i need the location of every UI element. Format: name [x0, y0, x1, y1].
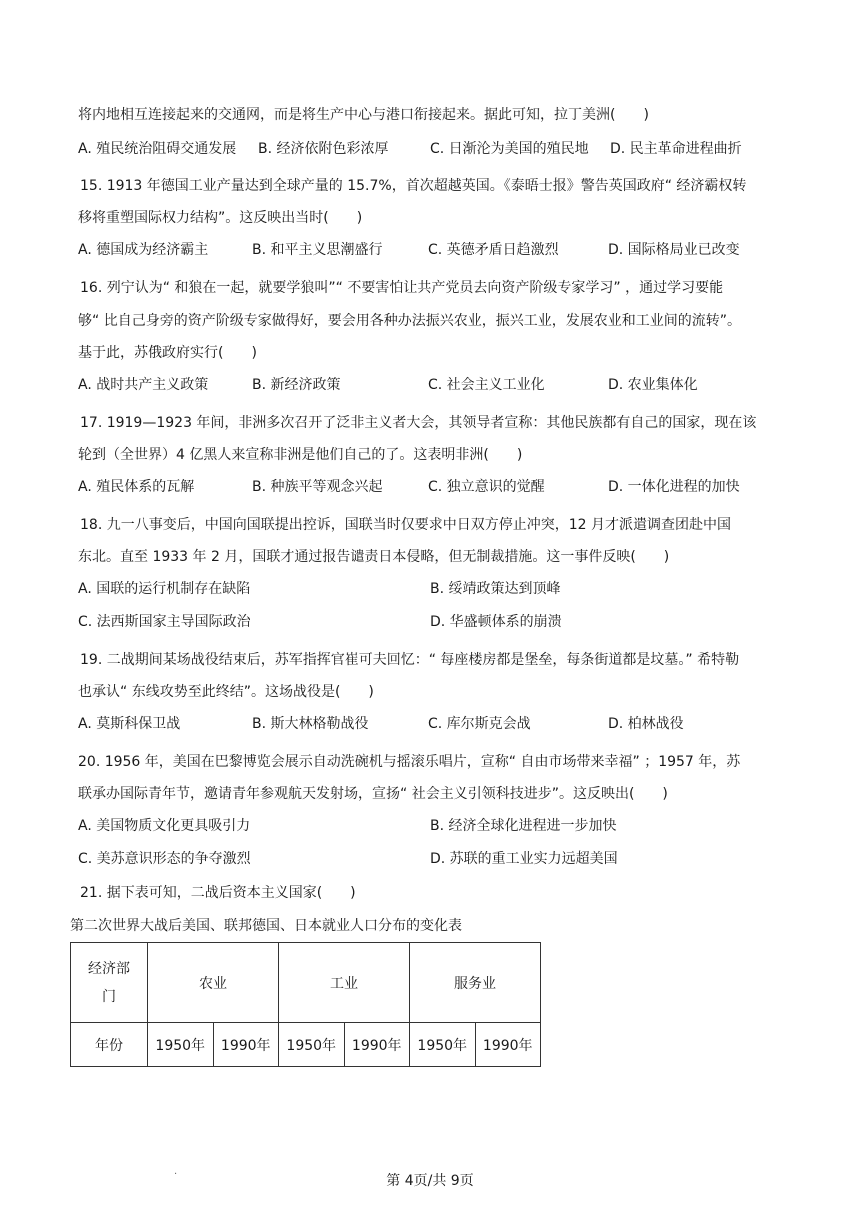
year-cell: 1990年 — [475, 1023, 541, 1067]
q16-option-a: A. 战时共产主义政策 — [78, 377, 209, 393]
table-header-row — [71, 943, 541, 1023]
q17-option-b: B. 种族平等观念兴起 — [252, 479, 383, 495]
q18-option-c: C. 法西斯国家主导国际政治 — [78, 614, 251, 630]
q20-option-c: C. 美苏意识形态的争夺激烈 — [78, 851, 251, 867]
year-cell: 1990年 — [344, 1023, 410, 1067]
q18-option-b: B. 绥靖政策达到顶峰 — [430, 581, 561, 597]
q15-option-c: C. 英德矛盾日趋激烈 — [428, 242, 559, 258]
question-15-line-2: 移将重塑国际权力结构”。这反映出当时( ) — [78, 210, 363, 226]
year-row-label: 年份 — [71, 1023, 148, 1067]
q20-option-a: A. 美国物质文化更具吸引力 — [78, 818, 251, 834]
q16-option-b: B. 新经济政策 — [252, 377, 341, 393]
question-14-stem-tail: 将内地相互连接起来的交通网，而是将生产中心与港口衔接起来。据此可知，拉丁美洲( ) — [78, 107, 649, 123]
year-cell: 1950年 — [148, 1023, 214, 1067]
q19-option-d: D. 柏林战役 — [608, 716, 684, 732]
q16-option-c: C. 社会主义工业化 — [428, 377, 545, 393]
question-17-line-1: 17. 1919—1923 年间，非洲多次召开了泛非主义者大会，其领导者宣称：其他民族都有自己的国家，现在该 — [80, 415, 757, 431]
question-15-line-1: 15. 1913 年德国工业产量达到全球产量的 15.7%，首次超越英国。《泰晤士报》警告英国政府“ 经济霸权转 — [80, 178, 747, 194]
question-18-line-2: 东北。直至 1933 年 2 月，国联才通过报告谴责日本侵略，但无制裁措施。这一事件反映( ) — [78, 549, 670, 565]
q14-option-b: B. 经济依附色彩浓厚 — [258, 141, 389, 157]
table-year-row — [71, 1023, 541, 1067]
header-agriculture: 农业 — [148, 943, 279, 1023]
page-footer: 第 4页/共 9页 — [386, 1173, 474, 1189]
q14-option-c: C. 日渐沦为美国的殖民地 — [430, 141, 589, 157]
question-16-line-1: 16. 列宁认为“ 和狼在一起，就要学狼叫”“ 不要害怕让共产党员去向资产阶级专家学习” ，通过学习要能 — [80, 280, 724, 296]
q14-option-d: D. 民主革命进程曲折 — [610, 141, 742, 157]
question-21-line-1: 21. 据下表可知，二战后资本主义国家( ) — [80, 885, 356, 901]
page-dot-mark: . — [174, 1166, 178, 1177]
question-20-line-2: 联承办国际青年节，邀请青年参观航天发射场，宣扬“ 社会主义引领科技进步”。这反映出( ) — [78, 786, 668, 802]
q19-option-a: A. 莫斯科保卫战 — [78, 716, 181, 732]
header-industry: 工业 — [279, 943, 410, 1023]
q20-option-d: D. 苏联的重工业实力远超美国 — [430, 851, 618, 867]
year-cell: 1950年 — [410, 1023, 476, 1067]
question-19-line-1: 19. 二战期间某场战役结束后，苏军指挥官崔可夫回忆：“ 每座楼房都是堡垒，每条街道都是坟墓。” 希特勒 — [80, 652, 740, 668]
q17-option-c: C. 独立意识的觉醒 — [428, 479, 545, 495]
year-cell: 1990年 — [213, 1023, 279, 1067]
q15-option-d: D. 国际格局业已改变 — [608, 242, 740, 258]
q19-option-c: C. 库尔斯克会战 — [428, 716, 531, 732]
q15-option-a: A. 德国成为经济霸主 — [78, 242, 209, 258]
year-cell: 1950年 — [279, 1023, 345, 1067]
question-20-line-1: 20. 1956 年，美国在巴黎博览会展示自动洗碗机与摇滚乐唱片，宣称“ 自由市场带来幸福” ；1957 年，苏 — [78, 754, 741, 770]
q18-option-a: A. 国联的运行机制存在缺陷 — [78, 581, 251, 597]
header-economic-sector-label: 经济部门 — [88, 960, 130, 1005]
q14-option-a: A. 殖民统治阻碍交通发展 — [78, 141, 237, 157]
question-16-line-2: 够“ 比自己身旁的资产阶级专家做得好，要会用各种办法振兴农业，振兴工业，发展农业和工业间的流转”。 — [78, 313, 741, 329]
q20-option-b: B. 经济全球化进程进一步加快 — [430, 818, 617, 834]
header-economic-sector — [71, 943, 148, 1023]
question-17-line-2: 轮到（全世界）4 亿黑人来宣称非洲是他们自己的了。这表明非洲( ) — [78, 447, 523, 463]
header-services: 服务业 — [410, 943, 541, 1023]
question-19-line-2: 也承认“ 东线攻势至此终结”。这场战役是( ) — [78, 684, 374, 700]
q19-option-b: B. 斯大林格勒战役 — [252, 716, 369, 732]
q18-option-d: D. 华盛顿体系的崩溃 — [430, 614, 562, 630]
question-18-line-1: 18. 九一八事变后，中国向国联提出控诉，国联当时仅要求中日双方停止冲突，12 月才派遣调查团赴中国 — [80, 517, 731, 533]
q16-option-d: D. 农业集体化 — [608, 377, 698, 393]
employment-table — [70, 942, 541, 1067]
q17-option-a: A. 殖民体系的瓦解 — [78, 479, 195, 495]
q15-option-b: B. 和平主义思潮盛行 — [252, 242, 383, 258]
q17-option-d: D. 一体化进程的加快 — [608, 479, 740, 495]
question-16-line-3: 基于此，苏俄政府实行( ) — [78, 345, 257, 361]
table-caption: 第二次世界大战后美国、联邦德国、日本就业人口分布的变化表 — [70, 918, 462, 934]
